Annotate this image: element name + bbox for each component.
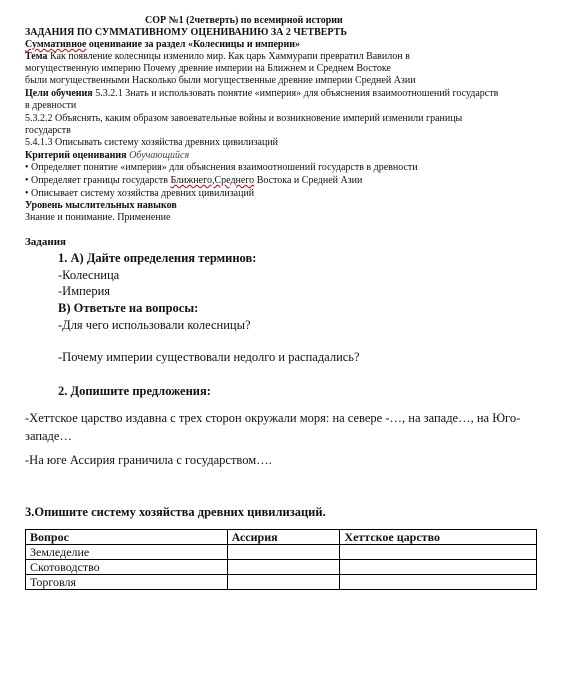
goals-label: Цели обучения xyxy=(25,88,93,99)
table-header-row xyxy=(26,530,537,545)
topic-line-3: были могущественными Насколько были могущественные древние империи Средней Азии xyxy=(25,75,416,86)
topic-line-1 xyxy=(25,52,410,62)
goal-1-text: 5.3.2.1 Знать и использовать понятие «империя» для объяснения взаимоотношений государств xyxy=(92,88,499,99)
criterion-2-b: Ближнего,Среднего xyxy=(170,175,255,186)
sentence-2: -На юге Ассирия граничила с государством…. xyxy=(25,453,272,467)
topic-text-1: Как появление колесницы изменило мир. Как царь Хаммурапи превратил Вавилон в xyxy=(47,51,410,62)
sentence-1-line-1: -Хеттское царство издавна с трех сторон окружали моря: на севере -…, на западе…, на Юго- xyxy=(25,411,521,425)
section-line xyxy=(25,40,300,50)
question-2: -Почему империи существовали недолго и распадались? xyxy=(58,350,360,364)
goal-2-line-1: 5.3.2.2 Объяснять, каким образом завоевательные войны и возникновение империй изменили границы xyxy=(25,113,463,124)
term-2: -Империя xyxy=(58,284,111,298)
criteria-who: Обучающийся xyxy=(126,150,190,161)
table-header-cell: Вопрос xyxy=(26,530,228,545)
section-rest: оценивание за раздел «Колесницы и империи» xyxy=(86,39,300,50)
table-cell: Скотоводство xyxy=(26,560,228,575)
topic-line-2: могущественную империю Почему древние империи на Ближнем и Среднем Востоке xyxy=(25,63,391,74)
table-cell xyxy=(227,560,340,575)
table-row xyxy=(26,575,537,590)
table-cell xyxy=(340,575,537,590)
criterion-3: • Описывает систему хозяйства древних цивилизаций xyxy=(25,188,255,199)
table-cell xyxy=(227,545,340,560)
doc-title: СОР №1 (2четверть) по всемирной истории xyxy=(145,15,343,26)
table-cell xyxy=(227,575,340,590)
table-cell: Торговля xyxy=(26,575,228,590)
goals-line-1 xyxy=(25,89,498,99)
table-header-cell: Ассирия xyxy=(227,530,340,545)
criteria-line xyxy=(25,151,189,161)
economy-table xyxy=(25,529,537,590)
sentence-1-line-2: западе… xyxy=(25,429,72,443)
skills-value: Знание и понимание. Применение xyxy=(25,212,171,223)
task-3: 3.Опишите систему хозяйства древних цивилизаций. xyxy=(25,505,326,519)
task-2: 2. Допишите предложения: xyxy=(58,384,211,398)
question-1: -Для чего использовали колесницы? xyxy=(58,318,251,332)
tasks-heading: Задания xyxy=(25,236,66,248)
goal-1-cont: в древности xyxy=(25,100,77,111)
criterion-2-a: • Определяет границы государств xyxy=(25,175,171,186)
task-1b: В) Ответьте на вопросы: xyxy=(58,301,199,315)
criteria-label: Критерий оценивания xyxy=(25,150,127,161)
doc-subtitle: ЗАДАНИЯ ПО СУММАТИВНОМУ ОЦЕНИВАНИЮ ЗА 2 ЧЕТВЕРТЬ xyxy=(25,27,347,38)
table-cell xyxy=(340,545,537,560)
term-1: -Колесница xyxy=(58,268,120,282)
table-row xyxy=(26,545,537,560)
task-1a: 1. А) Дайте определения терминов: xyxy=(58,251,257,265)
skills-label: Уровень мыслительных навыков xyxy=(25,200,177,211)
goal-2-line-2: государств xyxy=(25,125,71,136)
criterion-2 xyxy=(25,176,362,186)
topic-label: Тема xyxy=(25,51,48,62)
table-cell xyxy=(340,560,537,575)
table-header-cell: Хеттское царство xyxy=(340,530,537,545)
table-row xyxy=(26,560,537,575)
table-cell: Земледелие xyxy=(26,545,228,560)
criterion-2-c: Востока и Средней Азии xyxy=(254,175,363,186)
goal-3: 5.4.1.3 Описывать систему хозяйства древних цивилизаций xyxy=(25,137,279,148)
criterion-1: • Определяет понятие «империя» для объяснения взаимоотношений государств в древности xyxy=(25,162,418,173)
section-prefix: Суммативное xyxy=(25,39,87,50)
